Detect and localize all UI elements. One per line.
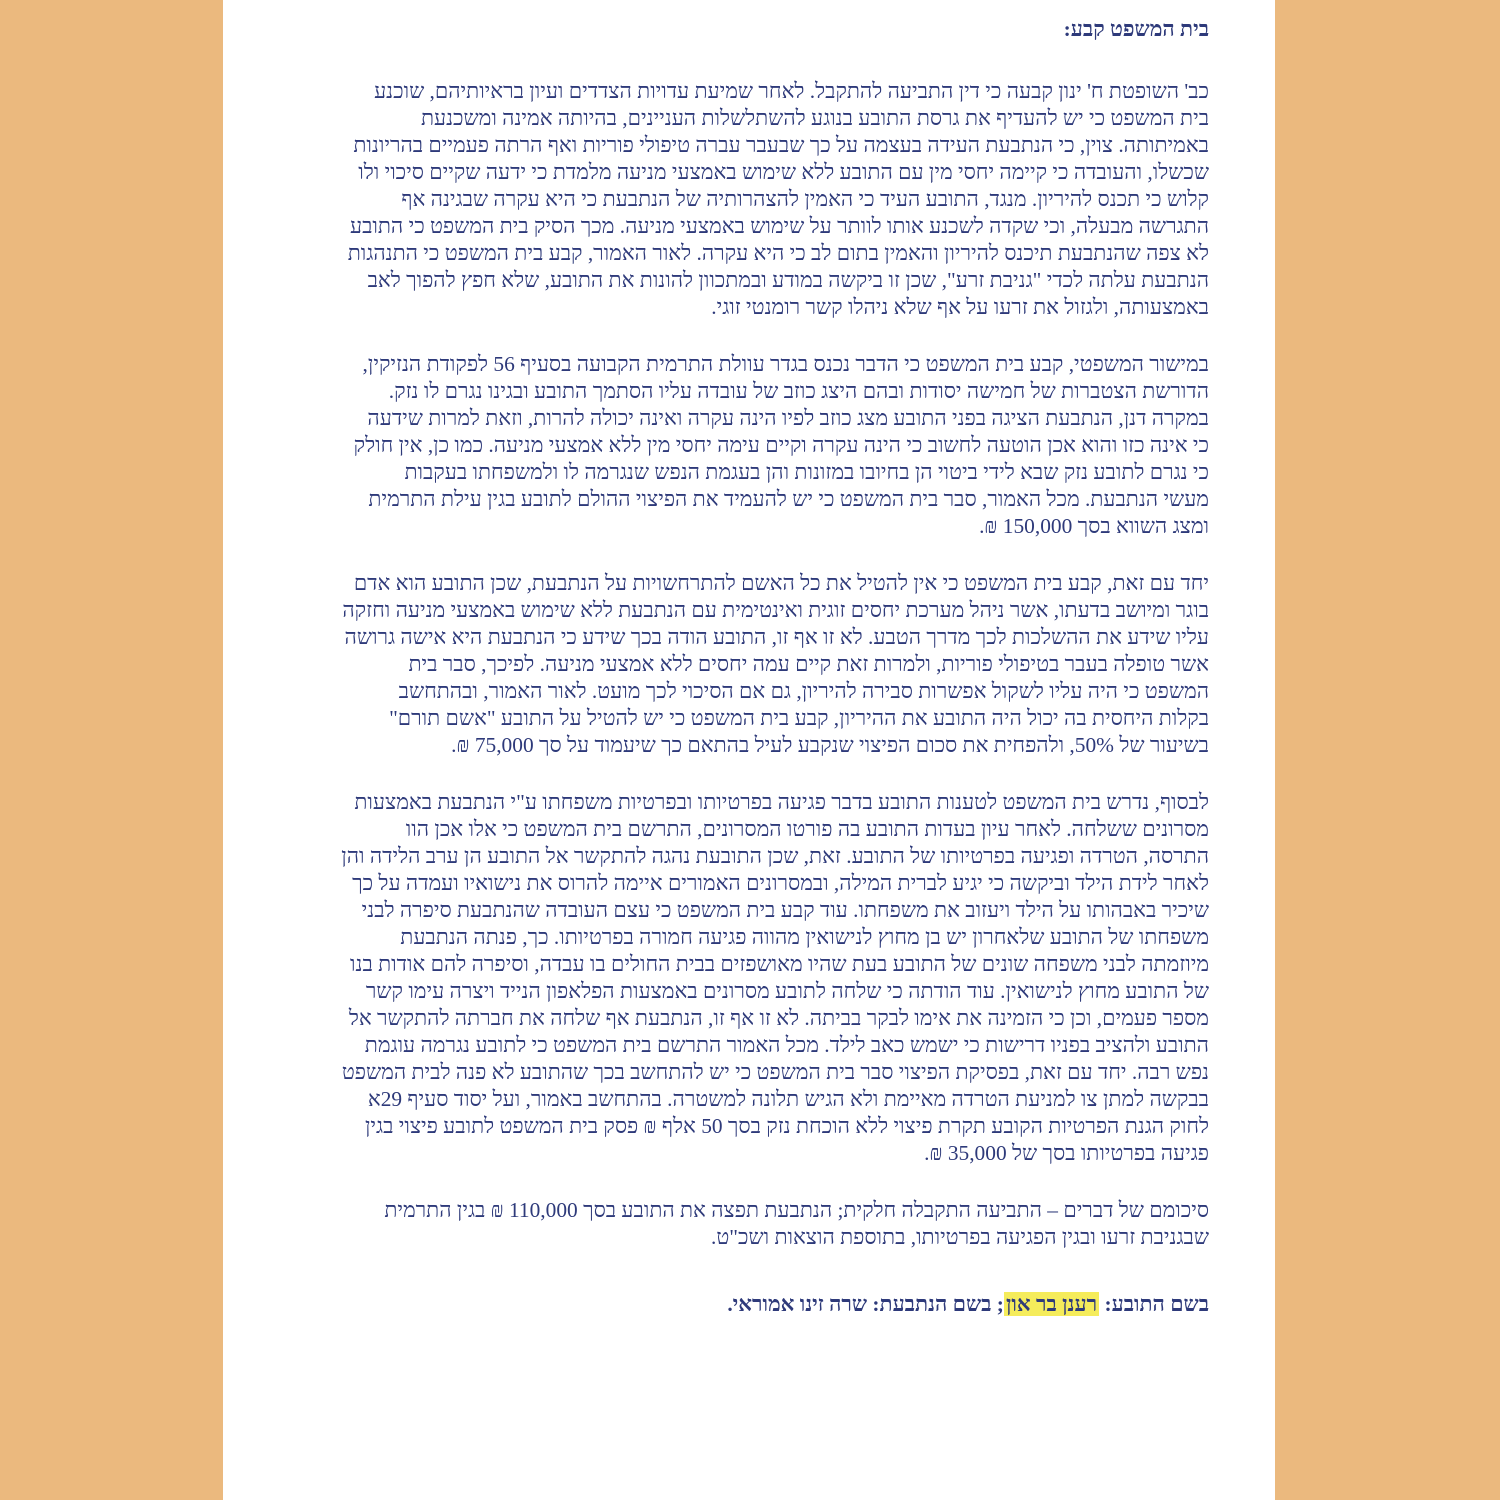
paragraph-line: כב' השופטת ח' ינון קבעה כי דין התביעה להתקבל. לאחר שמיעת עדויות הצדדים ועיון בראיותיהם, שוכנע [374,79,1209,103]
paragraph-line: הדורשת הצטברות של חמישה יסודות ובהם היצג כוזב של עובדה עליו הסתמך התובע ובגינו נגרם לו נזק. [388,379,1209,403]
paragraph-line: כי אינה כזו והוא אכן הוטעה לחשוב כי הינה עקרה וקיים עימה יחסי מין ללא אמצעי מניעה. כמו כן, אין חולק [353,433,1209,457]
paragraph-line: של התובע מחוץ לנישואין. עוד הודתה כי שלחה לתובע מסרונים באמצעות הפלאפון הנייד ויצרה עימו קשר [365,979,1209,1003]
defendant-name: שרה זינו אמוראי. [727,1292,868,1316]
paragraph-line: בבקשה למתן צו למניעת הטרדה מאיימת ולא הגיש תלונה למשטרה. בהתחשב באמור, ועל יסוד סעיף 29א [367,1087,1209,1111]
paragraph-2 [275,351,1209,540]
document-heading: בית המשפט קבע: [1063,17,1209,41]
paragraph-line: לבסוף, נדרש בית המשפט לטענות התובע בדבר פגיעה בפרטיותו ובפרטיות משפחתו ע"י הנתבעת באמצעות [354,790,1209,814]
paragraph-line: מסרונים ששלחה. לאחר עיון בעדות התובע בה פורטו המסרונים, התרשם בית המשפט כי אלו אכן הוו [405,817,1209,841]
paragraph-line: שבגניבת זרעו ובגין הפגיעה בפרטיותו, בתוספת הוצאות ושכ"ט. [711,1225,1209,1249]
paragraph-line: שכשלו, והעובדה כי קיימה יחסי מין עם התובע ללא שימוש באמצעי מניעה מלמדת כי ידעה שקיים סיכוי ולו [358,160,1209,184]
paragraph-line: שיכיר באבהותו על הילד ויעזוב את משפחתו. עוד קבע בית המשפט כי עצם העובדה שהנתבעת סיפרה לבני [361,898,1209,922]
paragraph-line: מספר פעמים, וכן כי הזמינה את אימו לבקר בביתה. לא זו אף זו, הנתבעת אף שלחה את חברתה להתקשר אל [348,1006,1209,1030]
paragraph-line: עליו שידע את ההשלכות לכך מדרך הטבע. לא זו אף זו, התובע הודה בכך שידע כי הנתבעת היא אישה גרושה [344,625,1209,649]
document-content [275,16,1209,1318]
paragraph-line: באמיתותה. צוין, כי הנתבעת העידה בעצמה על כך שבעבר עברה טיפולי פוריות ואף הרתה פעמיים בהריונות [353,133,1209,157]
paragraph-line: הנתבעת עלתה לכדי "גניבת זרע", שכן זו ביקשה במודע ובמתכוון להונות את התובע, שלא חפץ להפוך לאב [367,268,1209,292]
paragraph-line: במישור המשפטי, קבע בית המשפט כי הדבר נכנס בגדר עוולת התרמית הקבועה בסעיף 56 לפקודת הנזיקין, [362,352,1209,376]
paragraph-line: המשפט כי היה עליו לשקול אפשרות סבירה להיריון, גם אם הסיכוי לכך מועט. לאור האמור, ובהתחשב [398,679,1209,703]
paragraph-line: לאחר לידת הילד וביקשה כי יגיע לברית המילה, ובמסרונים האמורים איימה להרוס את נישואיו ועמדה על כך [352,871,1209,895]
signature-line [275,1291,1209,1318]
paragraph-line: פגיעה בפרטיותו בסך של 35,000 ₪. [924,1141,1209,1165]
paragraph-line: מעשי הנתבעת. מכל האמור, סבר בית המשפט כי יש להעמיד את הפיצוי ההולם לתובע בגין עילת התרמית [368,487,1209,511]
paragraph-line: בוגר ומיושב בדעתו, אשר ניהל מערכת יחסים זוגית ואינטימית עם הנתבעת ללא שימוש באמצעי מניעה וחזקה [342,598,1209,622]
paragraph-line: נפש רבה. יחד עם זאת, בפסיקת הפיצוי סבר בית המשפט כי יש להתחשב בכך שהתובע לא פנה לבית המשפט [341,1060,1209,1084]
document-page [223,0,1275,1500]
paragraph-line: אשר טופלה בעבר בטיפולי פוריות, ולמרות זאת קיים עמה יחסים ללא אמצעי מניעה. לפיכך, סבר בית [408,652,1209,676]
paragraph-line: באמצעותה, ולגזול את זרעו על אף שלא ניהלו קשר רומנטי זוגי. [711,295,1209,319]
paragraph-5 [275,1197,1209,1251]
paragraph-line: יחד עם זאת, קבע בית המשפט כי אין להטיל את כל האשם להתרחשויות על הנתבעת, שכן התובע הוא אדם [353,571,1209,595]
paragraph-line: לחוק הגנת הפרטיות הקובע תקרת פיצוי ללא הוכחת נזק בסך 50 אלף ₪ פסק בית המשפט לתובע פיצוי בגין [364,1114,1209,1138]
paragraph-3 [275,570,1209,759]
paragraph-line: במקרה דנן, הנתבעת הציגה בפני התובע מצג כוזב לפיו הינה עקרה ואינה יכולה להרות, וזאת למרות שידעה [367,406,1209,430]
paragraph-line: בשיעור של 50%, ולהפחית את סכום הפיצוי שנקבע לעיל בהתאם כך שיעמוד על סך 75,000 ₪. [451,733,1209,757]
paragraph-line: כי נגרם לתובע נזק שבא לידי ביטוי הן בחיובו במזונות והן בעגמת הנפש שנגרמה לו ולמשפחתו בעקבות [404,460,1209,484]
paragraph-line: התגרשה מבעלה, וכי שקדה לשכנע אותו לוותר על שימוש באמצעי מניעה. מכך הסיק בית המשפט כי התובע [350,214,1209,238]
paragraph-line: התובע ולהציב בפניו דרישות כי ישמש כאב לילד. מכל האמור התרשם בית המשפט כי לתובע נגרמה עוגמת [364,1033,1209,1057]
paragraph-line: ומצג השווא בסך 150,000 ₪. [979,514,1209,538]
paragraph-line: סיכומם של דברים – התביעה התקבלה חלקית; הנתבעת תפצה את התובע בסך 110,000 ₪ בגין התרמית [384,1198,1209,1222]
paragraph-1 [275,78,1209,321]
paragraph-4 [275,789,1209,1167]
paragraph-line: בקלות היחסית בה יכול היה התובע את ההיריון, קבע בית המשפט כי יש להטיל על התובע "אשם תורם" [389,706,1209,730]
paragraph-line: מיוזמתה לבני משפחה שונים של התובע בעת שהיו מאושפזים בבית החולים בו עבדה, וסיפרה להם אודות בנו [350,952,1209,976]
signature-separator: ; [991,1292,1004,1316]
defendant-prefix: בשם הנתבעת: [867,1292,992,1316]
paragraph-line: התרסה, הטרדה ופגיעה בפרטיותו של התובע. זאת, שכן התובעת נהגה להתקשר אל התובע הן ערב הלידה והן [341,844,1209,868]
paragraph-line: קלוש כי תכנס להיריון. מנגד, התובע העיד כי האמין להצהרותיה של הנתבעת כי היא עקרה שבגינה אף [401,187,1209,211]
paragraph-line: בית המשפט כי יש להעדיף את גרסת התובע בנוגע להשתלשלות העניינים, בהיותה אמינה ומשכנעת [420,106,1209,130]
plaintiff-prefix: בשם התובע: [1099,1292,1209,1316]
paragraph-line: משפחתו של התובע שלאחרון יש בן מחוץ לנישואין מהווה פגיעה חמורה בפרטיותו. כך, פנתה הנתבעת [400,925,1209,949]
plaintiff-name: רענן בר און [1005,1292,1098,1316]
paragraph-line: לא צפה שהנתבעת תיכנס להיריון והאמין בתום לב כי היא עקרה. לאור האמור, קבע בית המשפט כי התנהגות [347,241,1209,265]
